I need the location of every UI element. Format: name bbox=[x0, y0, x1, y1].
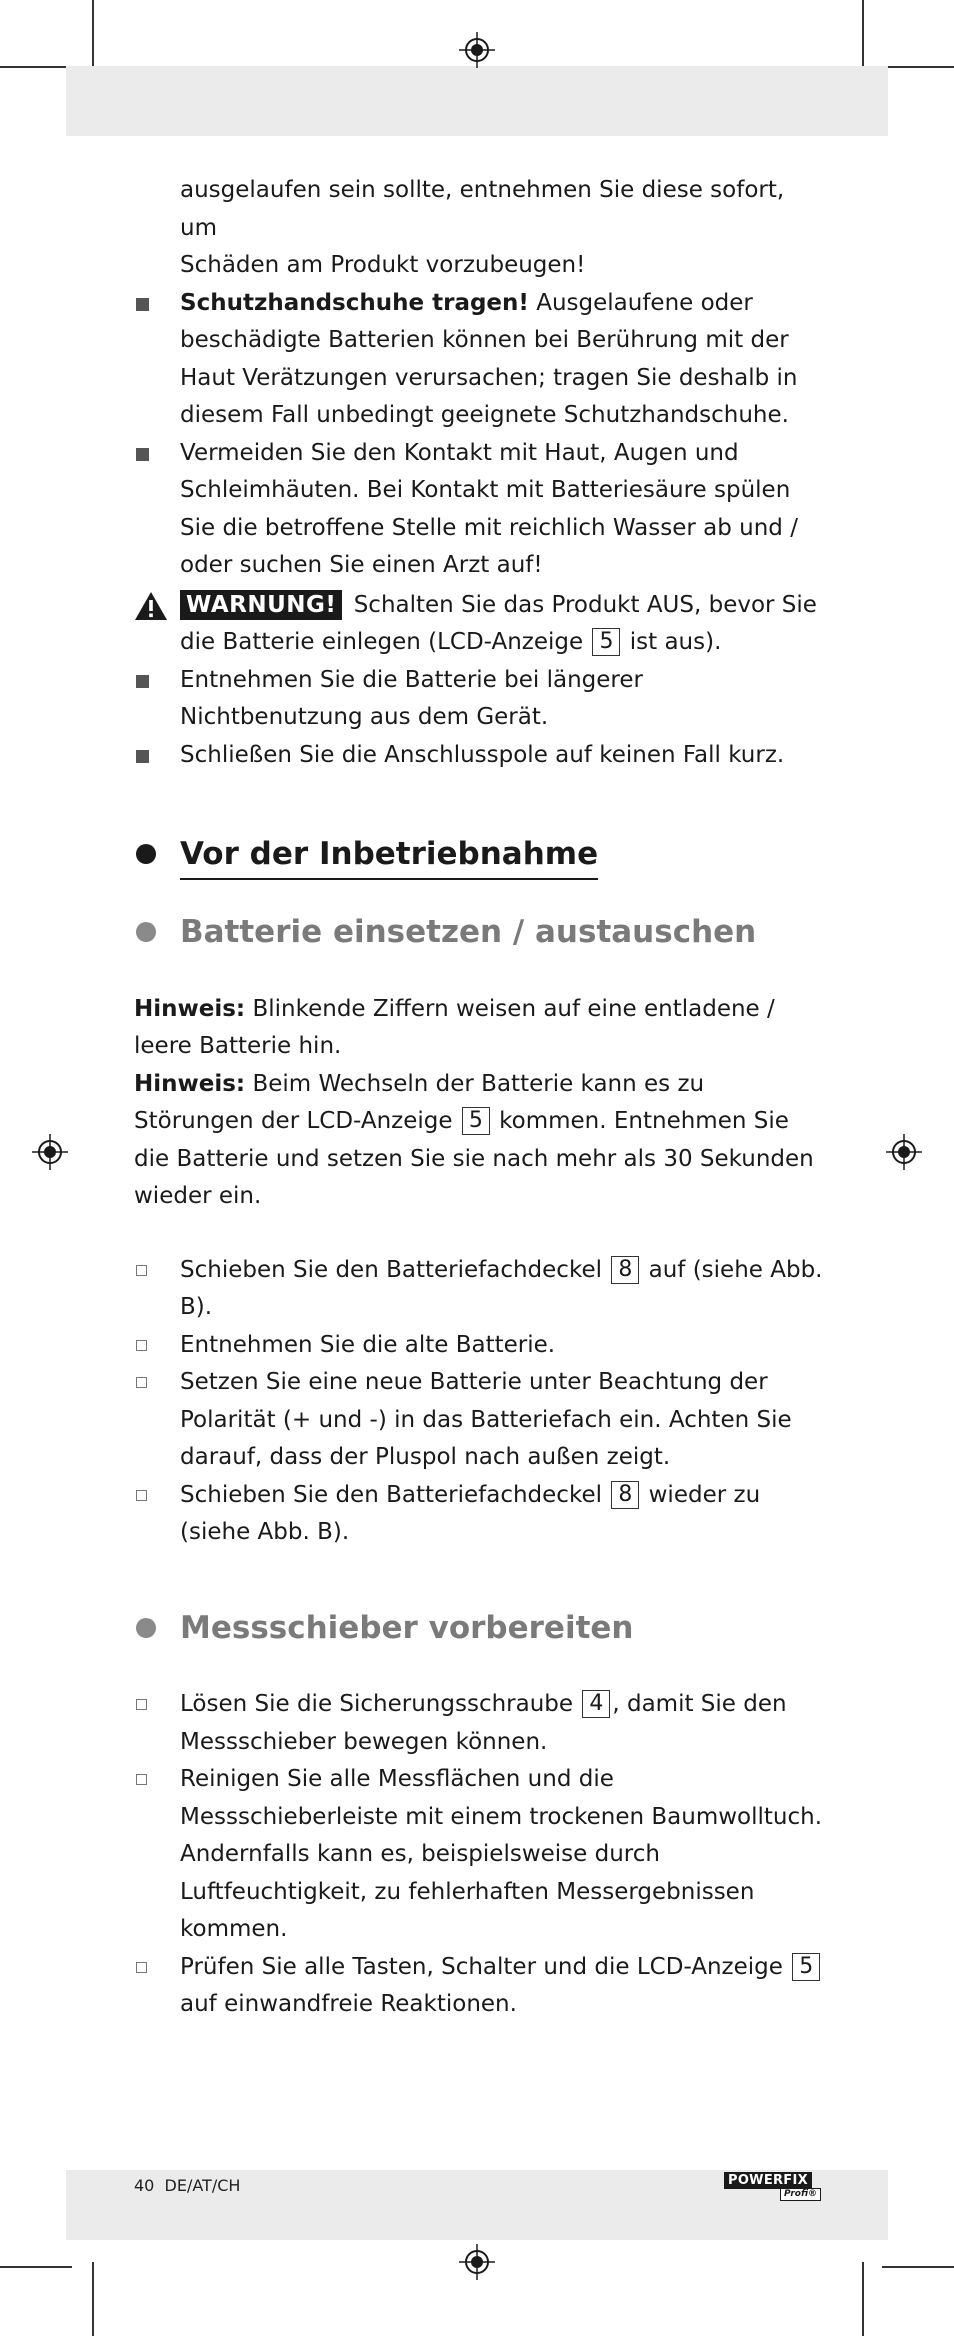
page-number: 40 bbox=[134, 2176, 155, 2195]
checkbox-bullet-icon bbox=[136, 1377, 147, 1388]
reference-number: 4 bbox=[582, 1690, 610, 1718]
registration-mark-icon bbox=[32, 1134, 68, 1170]
step-item bbox=[134, 1686, 824, 1761]
step-item bbox=[134, 1949, 824, 2024]
crop-mark bbox=[882, 2266, 954, 2268]
step-item bbox=[134, 1327, 824, 1365]
square-bullet-icon bbox=[136, 448, 149, 461]
footer-page-info bbox=[134, 2176, 240, 2195]
crop-mark bbox=[92, 2262, 94, 2336]
warning-triangle-icon bbox=[134, 591, 168, 621]
item-text: Vermeiden Sie den Kontakt mit Haut, Augen und Schleimhäuten. Bei Kontakt mit Batteriesäure spülen Sie die betroffene Stelle mit reichlich Wasser ab und / oder suchen Sie einen Arzt auf! bbox=[180, 439, 798, 578]
checkbox-bullet-icon bbox=[136, 1774, 147, 1785]
warning-item bbox=[134, 587, 824, 662]
square-bullet-icon bbox=[136, 750, 149, 763]
step-text: Lösen Sie die Sicherungsschraube bbox=[180, 1691, 581, 1717]
text-line: ausgelaufen sein sollte, entnehmen Sie diese sofort, um bbox=[180, 177, 785, 241]
list-item bbox=[134, 435, 824, 585]
note-label: Hinweis: bbox=[134, 995, 246, 1022]
bullet-dot-icon bbox=[136, 1618, 156, 1638]
step-item bbox=[134, 1252, 824, 1327]
item-text: Schließen Sie die Anschlusspole auf keinen Fall kurz. bbox=[180, 741, 785, 768]
logo-sub-text: Profi® bbox=[780, 2188, 821, 2201]
crop-mark bbox=[0, 2266, 72, 2268]
square-bullet-icon bbox=[136, 675, 149, 688]
step-text: Setzen Sie eine neue Batterie unter Beachtung der Polarität (+ und -) in das Batteriefach ein. Achten Sie darauf, dass der Pluspol nach außen zeigt. bbox=[180, 1369, 792, 1470]
checkbox-bullet-icon bbox=[136, 1265, 147, 1276]
item-bold-lead: Schutzhandschuhe tragen! bbox=[180, 289, 529, 316]
item-text: Ausgelaufene oder beschädigte Batterien können bei Berührung mit der Haut Verätzungen verursachen; tragen Sie deshalb in diesem Fall unbedingt geeignete Schutzhandschuhe. bbox=[180, 289, 798, 428]
list-item bbox=[134, 662, 824, 737]
step-text: Entnehmen Sie die alte Batterie. bbox=[180, 1331, 556, 1358]
checkbox-bullet-icon bbox=[136, 1962, 147, 1973]
page-content bbox=[134, 172, 824, 2024]
square-bullet-icon bbox=[136, 298, 149, 311]
section-heading bbox=[134, 832, 824, 880]
warning-text: ist aus). bbox=[622, 629, 722, 655]
step-item bbox=[134, 1761, 824, 1949]
subsection-title: Batterie einsetzen / austauschen bbox=[180, 914, 757, 950]
bullet-dot-icon bbox=[136, 922, 156, 942]
reference-number: 8 bbox=[611, 1481, 639, 1509]
header-band bbox=[66, 66, 888, 136]
note-text: kommen. Entnehmen Sie die Batterie und setzen Sie sie nach mehr als 30 Sekunden wieder ein. bbox=[134, 1108, 814, 1209]
note-paragraph bbox=[134, 991, 824, 1066]
note-text: Beim Wechseln der Batterie kann es zu Störungen der LCD-Anzeige bbox=[134, 1070, 705, 1134]
registration-mark-icon bbox=[459, 32, 495, 68]
step-text: Schieben Sie den Batteriefachdeckel bbox=[180, 1481, 610, 1508]
list-item-continuation bbox=[134, 172, 824, 285]
list-item bbox=[134, 737, 824, 775]
crop-mark bbox=[882, 66, 954, 68]
list-item bbox=[134, 285, 824, 435]
step-text: Reinigen Sie alle Messflächen und die Messschieberleiste mit einem trockenen Baumwolltuch. Andernfalls kann es, beispielsweise durch Luftfeuchtigkeit, zu fehlerhaften Messergebnissen kommen. bbox=[180, 1766, 823, 1942]
text-line: Schäden am Produkt vorzubeugen! bbox=[180, 252, 586, 278]
locale-label: DE/AT/CH bbox=[164, 2176, 241, 2195]
registration-mark-icon bbox=[886, 1134, 922, 1170]
checkbox-bullet-icon bbox=[136, 1340, 147, 1351]
step-text: auf (siehe Abb. B). bbox=[180, 1256, 823, 1320]
reference-number: 5 bbox=[592, 628, 620, 656]
reference-number: 5 bbox=[792, 1953, 820, 1981]
crop-mark bbox=[862, 0, 864, 72]
checkbox-bullet-icon bbox=[136, 1490, 147, 1501]
checkbox-bullet-icon bbox=[136, 1699, 147, 1710]
crop-mark bbox=[862, 2262, 864, 2336]
brand-logo bbox=[724, 2170, 816, 2206]
note-paragraph bbox=[134, 1066, 824, 1216]
note-label: Hinweis: bbox=[134, 1070, 246, 1097]
step-item bbox=[134, 1364, 824, 1477]
subsection-heading bbox=[134, 910, 824, 955]
note-text: Blinkende Ziffern weisen auf eine entladene / leere Batterie hin. bbox=[134, 995, 775, 1059]
crop-mark bbox=[0, 66, 72, 68]
step-text: Prüfen Sie alle Tasten, Schalter und die LCD-Anzeige bbox=[180, 1953, 791, 1980]
registration-mark-icon bbox=[459, 2244, 495, 2280]
subsection-title: Messschieber vorbereiten bbox=[180, 1609, 634, 1646]
crop-mark bbox=[92, 0, 94, 72]
section-title: Vor der Inbetriebnahme bbox=[180, 832, 598, 880]
warning-text: Schalten Sie das Produkt AUS, bevor Sie die Batterie einlegen (LCD-Anzeige bbox=[180, 591, 817, 655]
step-item bbox=[134, 1477, 824, 1552]
item-text: Entnehmen Sie die Batterie bei längerer Nichtbenutzung aus dem Gerät. bbox=[180, 666, 643, 730]
warning-label: WARNUNG! bbox=[180, 590, 342, 620]
step-text: , damit Sie den Messschieber bewegen können. bbox=[180, 1691, 787, 1755]
step-text: auf einwandfreie Reaktionen. bbox=[180, 1991, 517, 2017]
logo-main-text: POWERFIX bbox=[724, 2172, 812, 2189]
step-text: wieder zu (siehe Abb. B). bbox=[180, 1481, 761, 1545]
bullet-dot-icon bbox=[136, 844, 156, 864]
subsection-heading bbox=[134, 1606, 824, 1651]
step-text: Schieben Sie den Batteriefachdeckel bbox=[180, 1256, 610, 1283]
reference-number: 5 bbox=[462, 1107, 490, 1135]
reference-number: 8 bbox=[611, 1256, 639, 1284]
